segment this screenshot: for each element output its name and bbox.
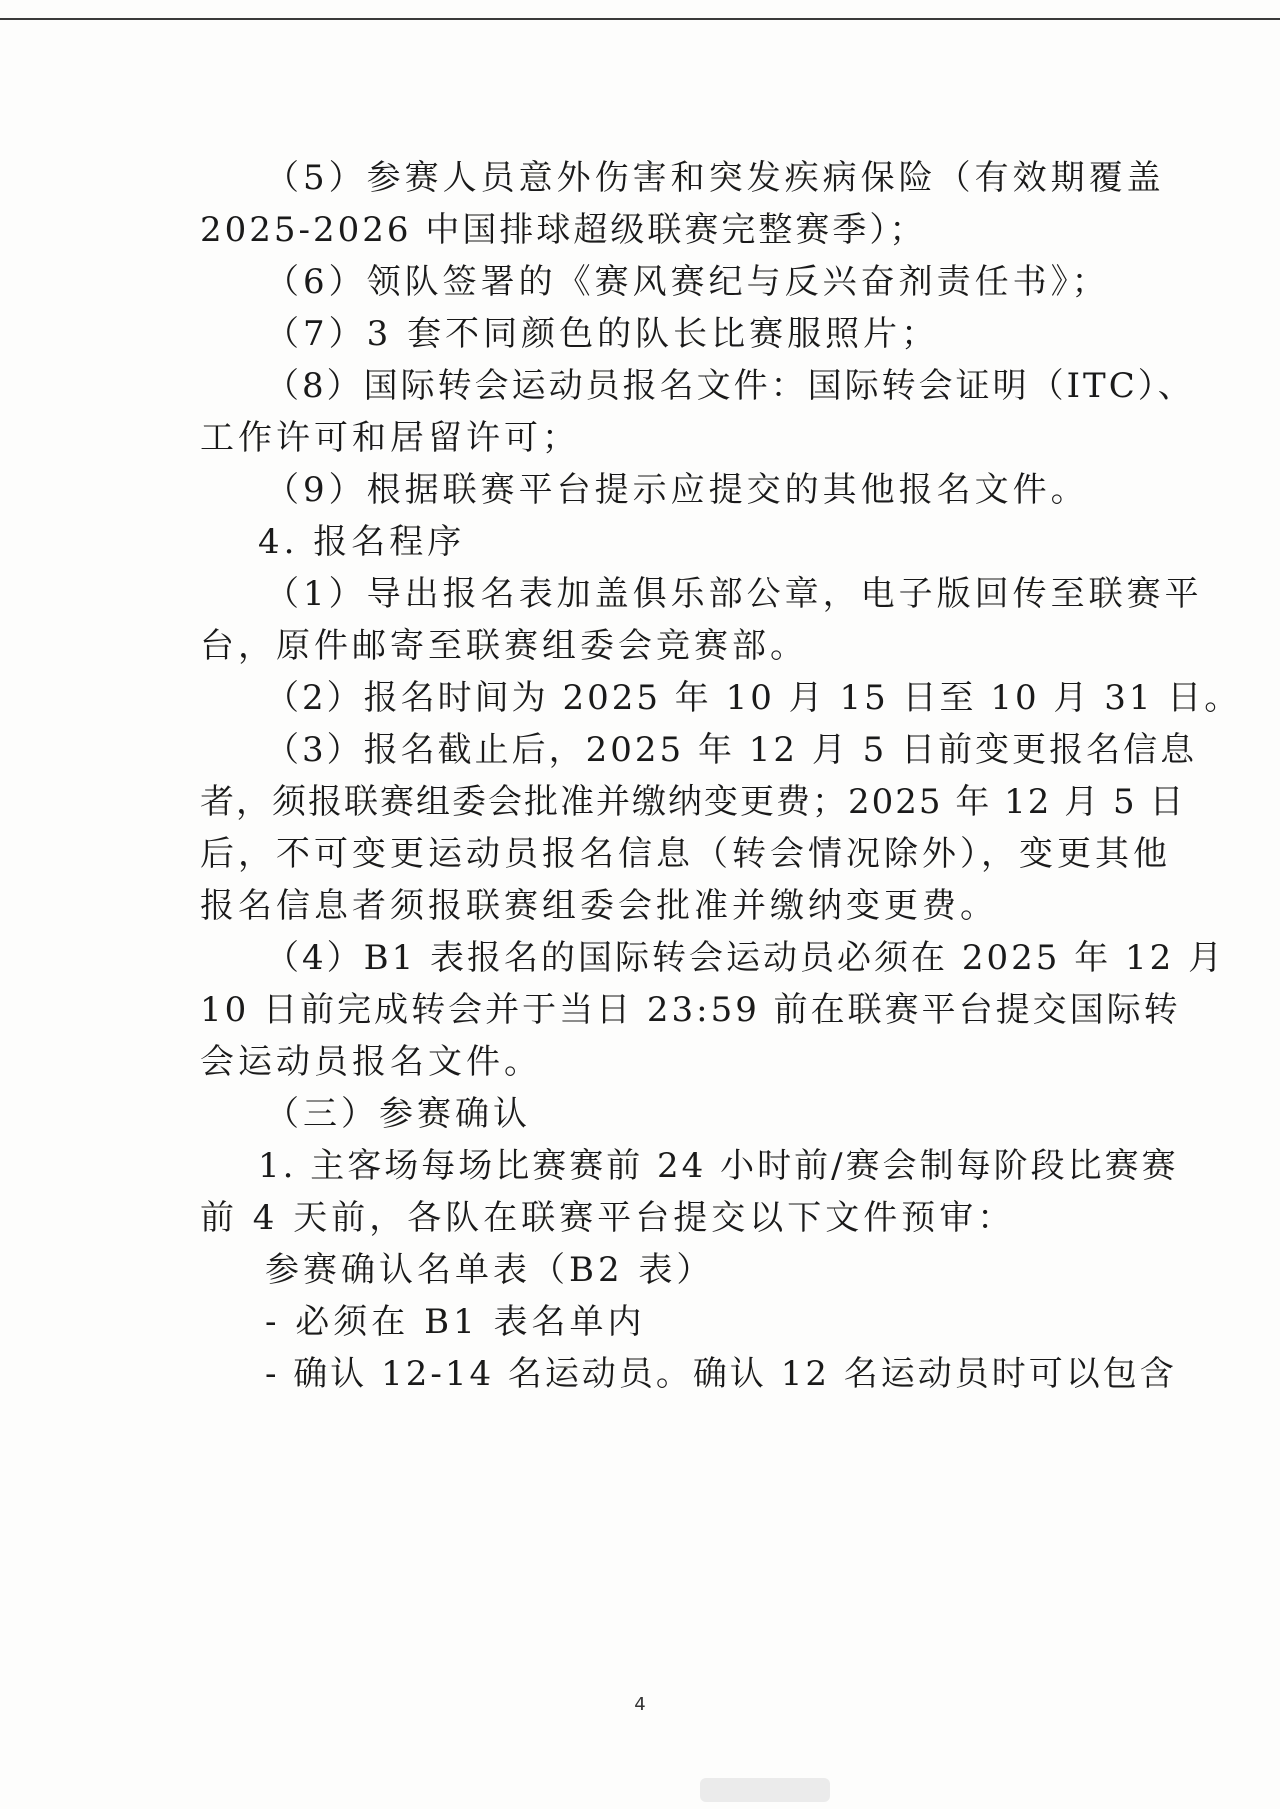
text-line: 参赛确认名单表（B2 表） bbox=[265, 1250, 715, 1290]
section-heading: 4. 报名程序 bbox=[258, 522, 466, 562]
text-line: （6）领队签署的《赛风赛纪与反兴奋剂责任书》； bbox=[265, 262, 1110, 302]
text-line: （7）3 套不同颜色的队长比赛服照片； bbox=[265, 314, 940, 354]
text-line: 后，不可变更运动员报名信息（转会情况除外），变更其他 bbox=[200, 834, 1171, 874]
text-line: 10 日前完成转会并于当日 23:59 前在联赛平台提交国际转 bbox=[200, 990, 1181, 1030]
text-line: 台，原件邮寄至联赛组委会竞赛部。 bbox=[200, 626, 808, 666]
text-line: （5）参赛人员意外伤害和突发疾病保险（有效期覆盖 bbox=[265, 158, 1165, 198]
text-line: 者，须报联赛组委会批准并缴纳变更费；2025 年 12 月 5 日 bbox=[200, 782, 1186, 822]
text-line: 2025-2026 中国排球超级联赛完整赛季）； bbox=[200, 210, 927, 250]
text-line: （1）导出报名表加盖俱乐部公章，电子版回传至联赛平 bbox=[265, 574, 1203, 614]
top-border-line bbox=[0, 18, 1280, 20]
page-number: 4 bbox=[634, 1694, 646, 1715]
text-line: 前 4 天前，各队在联赛平台提交以下文件预审： bbox=[200, 1198, 1016, 1238]
text-line: 1. 主客场每场比赛赛前 24 小时前/赛会制每阶段比赛赛 bbox=[258, 1146, 1179, 1186]
text-line: 工作许可和居留许可； bbox=[200, 418, 580, 458]
watermark-logo bbox=[700, 1778, 830, 1802]
text-line: 报名信息者须报联赛组委会批准并缴纳变更费。 bbox=[200, 886, 998, 926]
list-item: - 必须在 B1 表名单内 bbox=[265, 1302, 646, 1342]
text-line: （9）根据联赛平台提示应提交的其他报名文件。 bbox=[265, 470, 1089, 510]
text-line: （3）报名截止后，2025 年 12 月 5 日前变更报名信息 bbox=[265, 730, 1198, 770]
text-line: （2）报名时间为 2025 年 10 月 15 日至 10 月 31 日。 bbox=[265, 678, 1242, 718]
text-line: （4）B1 表报名的国际转会运动员必须在 2025 年 12 月 bbox=[265, 938, 1226, 978]
text-line: 会运动员报名文件。 bbox=[200, 1042, 542, 1082]
list-item: - 确认 12-14 名运动员。确认 12 名运动员时可以包含 bbox=[265, 1354, 1177, 1394]
section-heading: （三）参赛确认 bbox=[265, 1094, 531, 1134]
text-line: （8）国际转会运动员报名文件：国际转会证明（ITC）、 bbox=[265, 366, 1195, 406]
